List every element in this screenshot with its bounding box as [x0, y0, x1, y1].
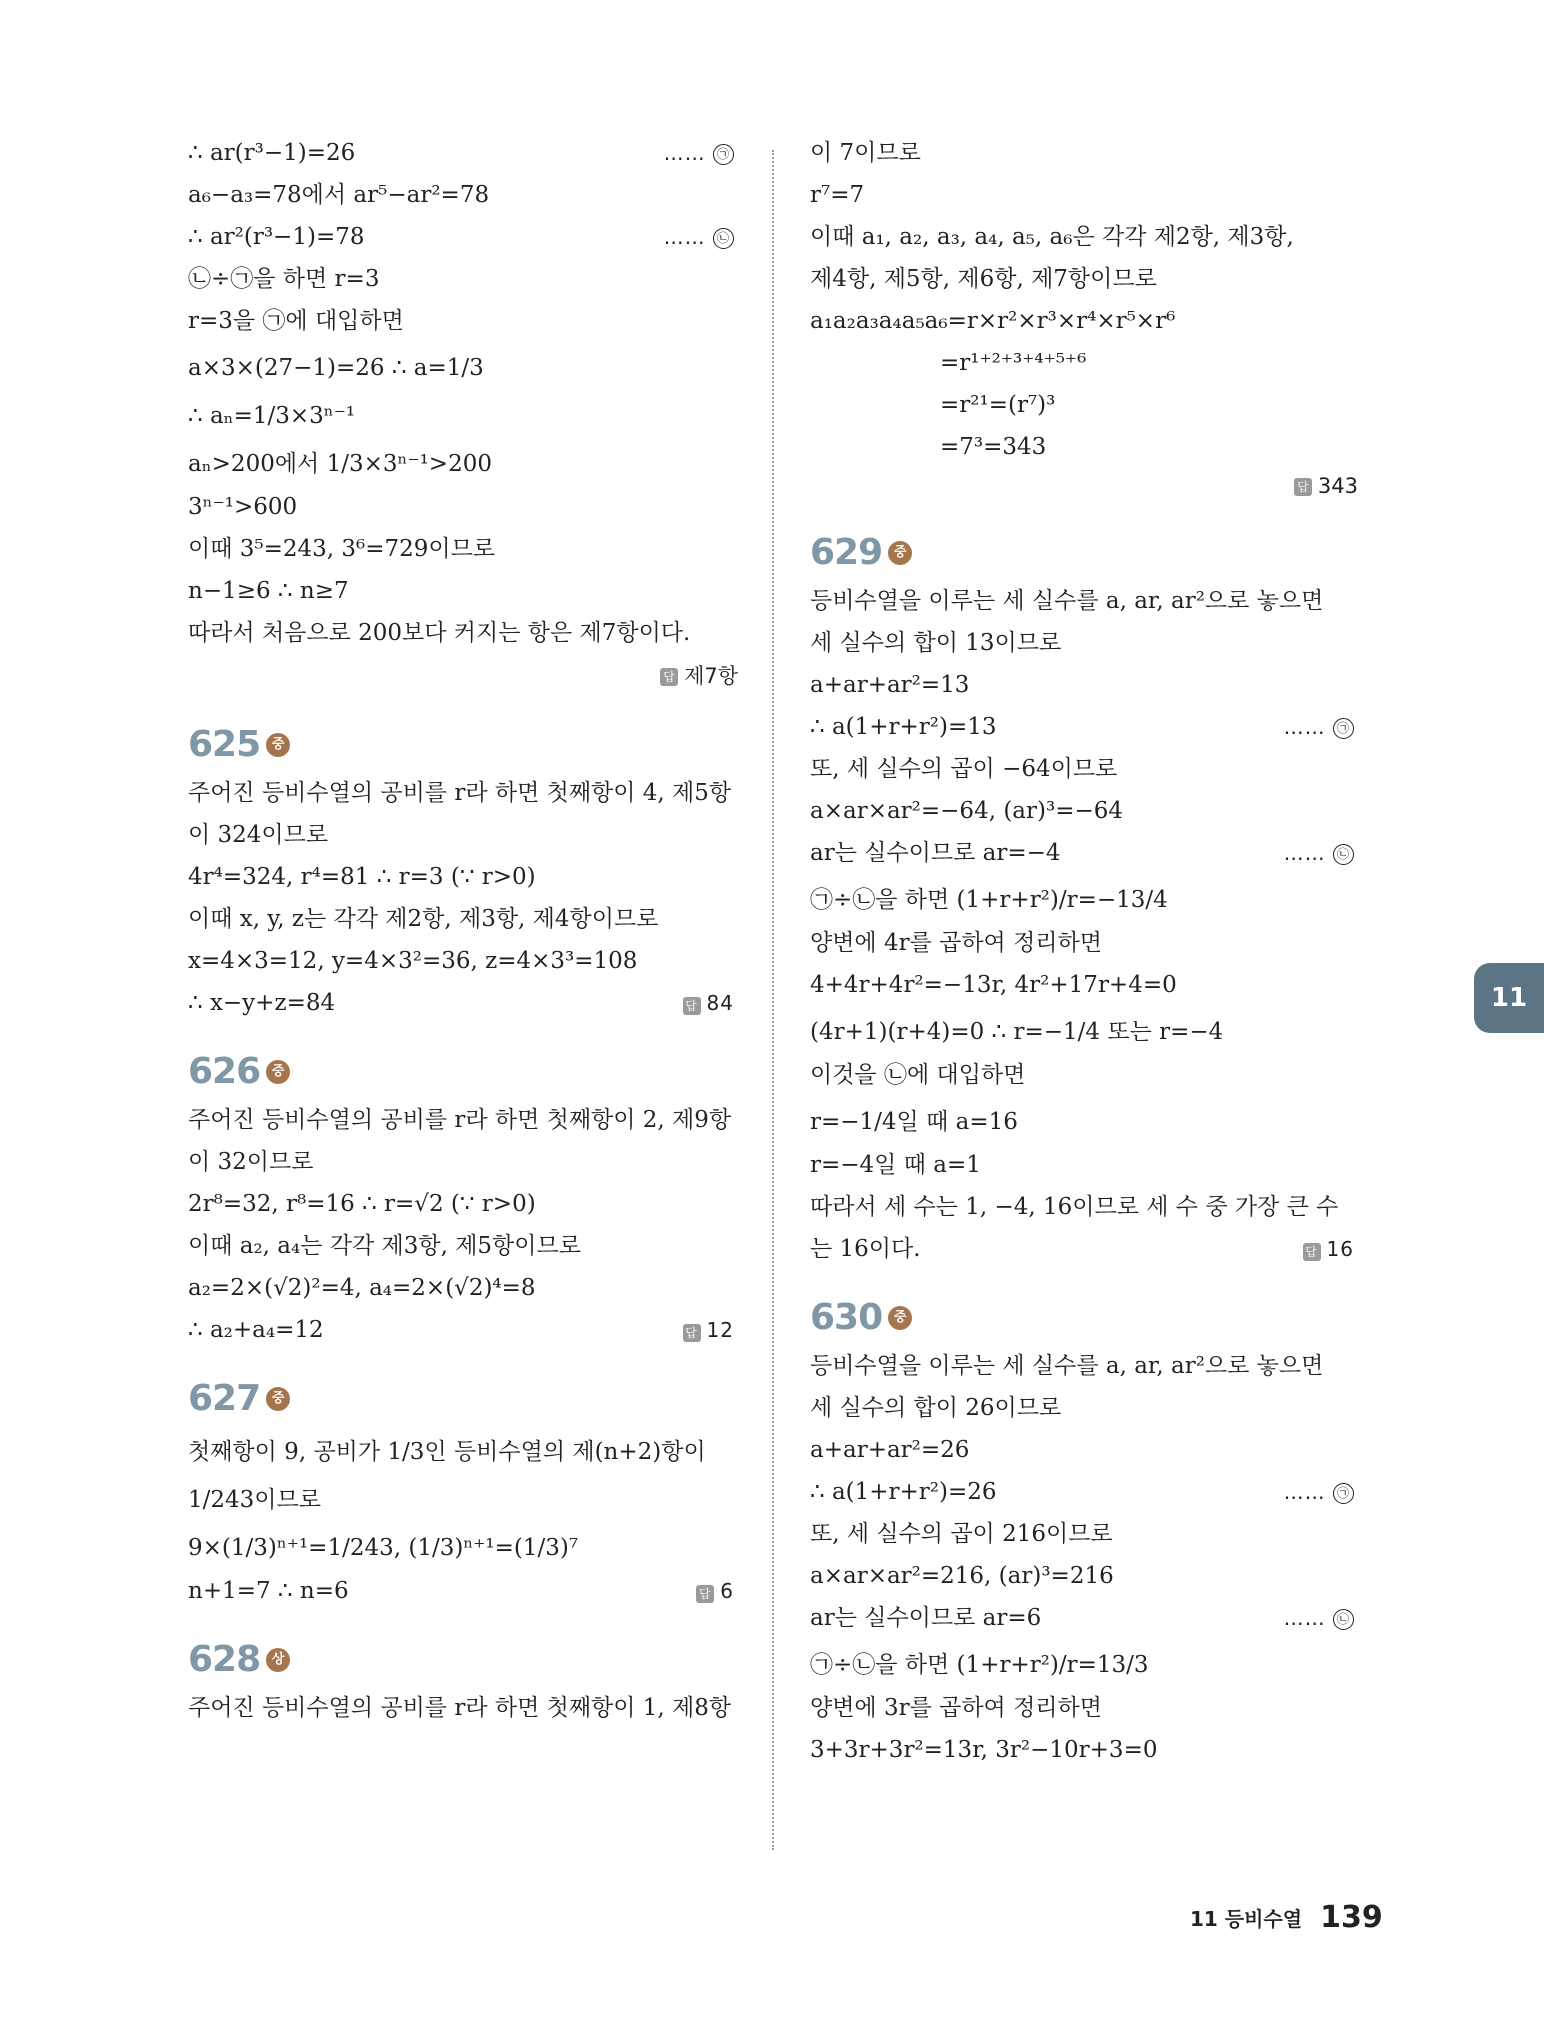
math-line: r⁷=7: [810, 182, 865, 208]
circled-label: ㉡: [1333, 1609, 1354, 1630]
math-line: 이 32이므로: [188, 1149, 314, 1175]
math-line: 세 실수의 합이 13이므로: [810, 630, 1062, 656]
right-column: [810, 140, 1358, 1779]
math-line: 등비수열을 이루는 세 실수를 a, ar, ar²으로 놓으면: [810, 1353, 1324, 1379]
problem-number: 625: [188, 724, 261, 765]
math-line: a₂=2×(√2)²=4, a₄=2×(√2)⁴=8: [188, 1275, 536, 1301]
problem-header: [810, 532, 1358, 574]
math-line: a×ar×ar²=−64, (ar)³=−64: [810, 798, 1124, 824]
math-line: ∴ a(1+r+r²)=13 …… ㉠: [810, 714, 1358, 741]
problem-627: [188, 1378, 738, 1605]
problem-number: 627: [188, 1378, 261, 1419]
difficulty-badge: 중: [888, 1306, 912, 1330]
math-line: 첫째항이 9, 공비가 1/3인 등비수열의 제(n+2)항이: [188, 1439, 706, 1465]
ellipsis-marker: …… ㉠: [1284, 714, 1354, 741]
problem-number: 629: [810, 532, 883, 573]
problem-630: [810, 1297, 1358, 1764]
math-line: aₙ>200에서 1/3×3ⁿ⁻¹>200: [188, 451, 492, 477]
answer-badge-icon: 답: [683, 1324, 701, 1342]
math-line: 주어진 등비수열의 공비를 r라 하면 첫째항이 4, 제5항: [188, 780, 732, 806]
math-line: 4r⁴=324, r⁴=81 ∴ r=3 (∵ r>0): [188, 864, 536, 890]
ellipsis-marker: …… ㉡: [1284, 840, 1354, 867]
left-column: [188, 140, 738, 1737]
math-line: =r¹⁺²⁺³⁺⁴⁺⁵⁺⁶: [940, 350, 1087, 376]
math-line: 이때 x, y, z는 각각 제2항, 제3항, 제4항이므로: [188, 906, 659, 932]
problem-header: [188, 1051, 738, 1093]
math-line: 3ⁿ⁻¹>600: [188, 494, 298, 520]
answer-badge-icon: 답: [683, 997, 701, 1015]
problem-number: 628: [188, 1639, 261, 1680]
page-number: 139: [1320, 1900, 1383, 1935]
math-line: a+ar+ar²=13: [810, 672, 970, 698]
problem-629: [810, 532, 1358, 1263]
problem-number: 626: [188, 1051, 261, 1092]
math-line: ∴ aₙ=1/3×3ⁿ⁻¹: [188, 403, 356, 429]
math-line: 제4항, 제5항, 제6항, 제7항이므로: [810, 266, 1157, 292]
answer-line: 답 제7항: [188, 660, 738, 690]
page-footer: [1190, 1900, 1383, 1935]
math-line: 이때 a₁, a₂, a₃, a₄, a₅, a₆은 각각 제2항, 제3항,: [810, 224, 1294, 250]
problem-number: 630: [810, 1297, 883, 1338]
math-line: n−1≥6 ∴ n≥7: [188, 578, 349, 604]
math-line: x=4×3=12, y=4×3²=36, z=4×3³=108: [188, 948, 638, 974]
math-line: (4r+1)(r+4)=0 ∴ r=−1/4 또는 r=−4: [810, 1019, 1224, 1045]
ellipsis-marker: …… ㉡: [1284, 1605, 1354, 1632]
math-line: a₁a₂a₃a₄a₅a₆=r×r²×r³×r⁴×r⁵×r⁶: [810, 308, 1176, 334]
math-line: 이 7이므로: [810, 140, 921, 166]
circled-label: ㉠: [1333, 718, 1354, 739]
math-line: a+ar+ar²=26: [810, 1437, 970, 1463]
math-line: a₆−a₃=78에서 ar⁵−ar²=78: [188, 182, 490, 208]
ellipsis-marker: …… ㉠: [664, 140, 734, 167]
answer-line: 답 6: [696, 1578, 734, 1605]
math-line: ∴ x−y+z=84 답 84: [188, 990, 734, 1016]
math-line: r=−4일 때 a=1: [810, 1152, 981, 1178]
problem-header: [188, 724, 738, 766]
math-line: 등비수열을 이루는 세 실수를 a, ar, ar²으로 놓으면: [810, 588, 1324, 614]
answer-line: 답 84: [683, 990, 734, 1017]
problem-header: [188, 1639, 738, 1681]
problem-header: [810, 1297, 1358, 1339]
circled-label: ㉡: [713, 228, 734, 249]
math-line: 따라서 세 수는 1, −4, 16이므로 세 수 중 가장 큰 수: [810, 1194, 1339, 1220]
math-line: 세 실수의 합이 26이므로: [810, 1395, 1062, 1421]
chapter-side-tab: 11: [1474, 963, 1544, 1033]
math-line: 3+3r+3r²=13r, 3r²−10r+3=0: [810, 1737, 1158, 1763]
solution-block-628-cont: [810, 140, 1358, 498]
math-line: =r²¹=(r⁷)³: [940, 392, 1056, 418]
chapter-title: 11 등비수열: [1190, 1907, 1303, 1931]
math-line: 1/243이므로: [188, 1487, 321, 1513]
math-line: r=3을 ㉠에 대입하면: [188, 308, 404, 334]
math-line: 이때 3⁵=243, 3⁶=729이므로: [188, 536, 496, 562]
answer-badge-icon: 답: [1303, 1243, 1321, 1261]
math-line: ar는 실수이므로 ar=−4 …… ㉡: [810, 840, 1358, 867]
math-line: n+1=7 ∴ n=6 답 6: [188, 1578, 734, 1604]
circled-label: ㉠: [713, 144, 734, 165]
math-line: 또, 세 실수의 곱이 −64이므로: [810, 756, 1118, 782]
math-line: a×3×(27−1)=26 ∴ a=1/3: [188, 355, 484, 381]
math-line: 따라서 처음으로 200보다 커지는 항은 제7항이다.: [188, 620, 691, 646]
answer-line: 답 16: [1303, 1236, 1354, 1263]
math-line: ㉠÷㉡을 하면 (1+r+r²)/r=13/3: [810, 1652, 1149, 1678]
circled-label: ㉠: [1333, 1483, 1354, 1504]
math-line: 이 324이므로: [188, 822, 329, 848]
math-line: ar는 실수이므로 ar=6 …… ㉡: [810, 1605, 1358, 1632]
solution-block-624: [188, 140, 738, 690]
math-line: a×ar×ar²=216, (ar)³=216: [810, 1563, 1114, 1589]
difficulty-badge: 중: [266, 1387, 290, 1411]
math-line: 주어진 등비수열의 공비를 r라 하면 첫째항이 1, 제8항: [188, 1695, 732, 1721]
math-line: ∴ ar²(r³−1)=78 …… ㉡: [188, 224, 738, 251]
answer-line: 답 12: [683, 1317, 734, 1344]
difficulty-badge: 중: [888, 541, 912, 565]
problem-626: [188, 1051, 738, 1344]
difficulty-badge: 중: [266, 1060, 290, 1084]
answer-badge-icon: 답: [696, 1585, 714, 1603]
answer-badge-icon: 답: [1294, 478, 1312, 496]
math-line: 4+4r+4r²=−13r, 4r²+17r+4=0: [810, 972, 1177, 998]
difficulty-badge: 상: [266, 1648, 290, 1672]
math-line: 이때 a₂, a₄는 각각 제3항, 제5항이므로: [188, 1233, 581, 1259]
math-line: 양변에 3r를 곱하여 정리하면: [810, 1695, 1102, 1721]
answer-badge-icon: 답: [660, 668, 678, 686]
problem-header: [188, 1378, 738, 1420]
math-line: 이것을 ㉡에 대입하면: [810, 1062, 1026, 1088]
math-line: ∴ ar(r³−1)=26 …… ㉠: [188, 140, 738, 167]
math-line: =7³=343: [940, 434, 1047, 460]
math-line: 양변에 4r를 곱하여 정리하면: [810, 930, 1102, 956]
problem-628: [188, 1639, 738, 1722]
math-line: ∴ a₂+a₄=12 답 12: [188, 1317, 734, 1343]
ellipsis-marker: …… ㉠: [1284, 1479, 1354, 1506]
math-line: 2r⁸=32, r⁸=16 ∴ r=√2 (∵ r>0): [188, 1191, 536, 1217]
math-line: 9×(1/3)ⁿ⁺¹=1/243, (1/3)ⁿ⁺¹=(1/3)⁷: [188, 1535, 579, 1561]
answer-line: 답 343: [810, 474, 1358, 498]
problem-625: [188, 724, 738, 1017]
circled-label: ㉡: [1333, 844, 1354, 865]
math-line: 는 16이다. 답 16: [810, 1236, 1354, 1262]
math-line: r=−1/4일 때 a=16: [810, 1109, 1018, 1135]
math-line: 또, 세 실수의 곱이 216이므로: [810, 1521, 1113, 1547]
math-line: ㉡÷㉠을 하면 r=3: [188, 266, 380, 292]
math-line: 주어진 등비수열의 공비를 r라 하면 첫째항이 2, 제9항: [188, 1107, 732, 1133]
difficulty-badge: 중: [266, 733, 290, 757]
ellipsis-marker: …… ㉡: [664, 224, 734, 251]
math-line: ㉠÷㉡을 하면 (1+r+r²)/r=−13/4: [810, 887, 1168, 913]
math-line: ∴ a(1+r+r²)=26 …… ㉠: [810, 1479, 1358, 1506]
column-divider: [772, 150, 774, 1850]
